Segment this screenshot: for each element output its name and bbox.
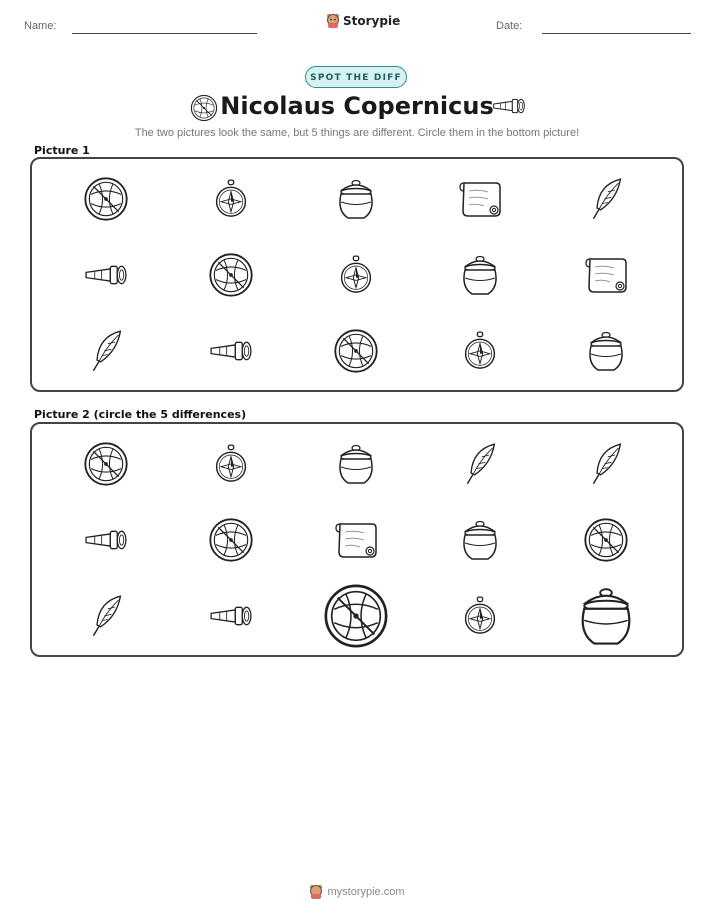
scroll-icon [584, 254, 628, 296]
footer-bear-icon [309, 884, 323, 900]
telescope-icon [81, 262, 131, 288]
instructions: The two pictures look the same, but 5 things are different. Circle them in the bottom picture! [134, 127, 580, 139]
bear-mascot-icon [326, 13, 340, 29]
date-label: Date: [496, 20, 523, 32]
pot-icon[interactable] [336, 441, 376, 487]
astrolabe-icon [333, 328, 379, 374]
brand-name: Storypie [343, 14, 401, 28]
compass-icon[interactable] [462, 593, 498, 639]
quill-icon[interactable] [462, 439, 498, 489]
footer-site[interactable]: mystorypie.com [327, 886, 405, 898]
date-line[interactable] [542, 33, 691, 34]
picture2-panel[interactable] [30, 422, 684, 657]
quill-icon[interactable] [88, 591, 124, 641]
astrolabe-icon[interactable] [208, 517, 254, 563]
compass-icon [213, 176, 249, 222]
brand-logo [326, 13, 400, 29]
pot-icon[interactable] [460, 517, 500, 563]
pot-icon [586, 328, 626, 374]
scroll-icon [458, 178, 502, 220]
name-label: Name: [24, 20, 57, 32]
picture1-panel [30, 157, 684, 392]
quill-icon [588, 174, 624, 224]
telescope-icon [206, 338, 256, 364]
pot-icon[interactable] [577, 583, 635, 650]
pot-icon [336, 176, 376, 222]
scroll-icon[interactable] [334, 519, 378, 561]
footer [0, 884, 714, 900]
name-line[interactable] [72, 33, 257, 34]
astrolabe-icon [83, 176, 129, 222]
telescope-icon[interactable] [81, 527, 131, 553]
quill-icon[interactable] [588, 439, 624, 489]
astrolabe-icon[interactable] [83, 441, 129, 487]
telescope-icon[interactable] [206, 603, 256, 629]
compass-icon [338, 252, 374, 298]
page-title: Nicolaus Copernicus [220, 92, 494, 120]
picture2-label: Picture 2 (circle the 5 differences) [34, 408, 247, 421]
compass-icon [462, 328, 498, 374]
astrolabe-icon[interactable] [583, 517, 629, 563]
quill-icon [88, 326, 124, 376]
astrolabe-icon[interactable] [323, 583, 390, 650]
picture1-label: Picture 1 [34, 144, 90, 157]
pot-icon [460, 252, 500, 298]
spot-the-diff-badge: SPOT THE DIFF [305, 66, 407, 88]
astrolabe-icon [208, 252, 254, 298]
title-telescope-icon [492, 96, 526, 116]
compass-icon[interactable] [213, 441, 249, 487]
